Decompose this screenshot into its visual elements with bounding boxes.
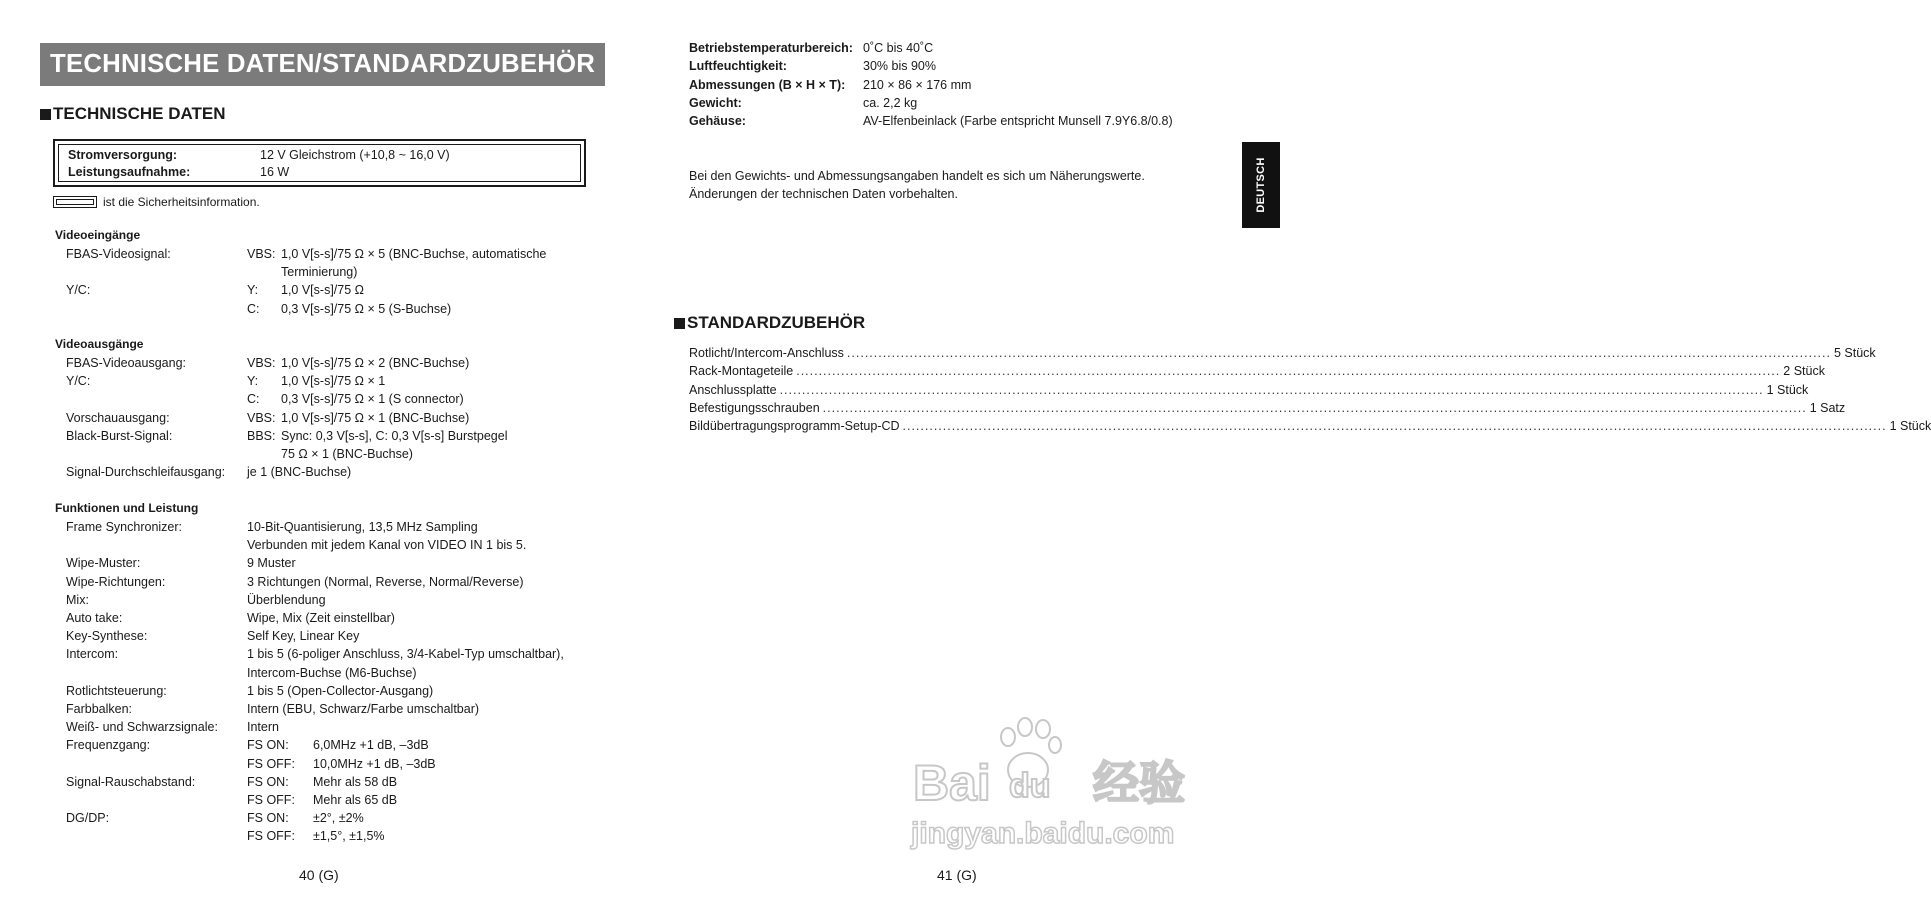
- note-line-1: Bei den Gewichts- und Abmessungsangaben handelt es sich um Näherungswerte.: [689, 169, 1145, 183]
- watermark-brand-2: du: [1009, 767, 1051, 805]
- accessory-label: Rack-Montageteile: [689, 364, 794, 379]
- safety-box-icon: [53, 196, 97, 208]
- dot-leader: ............................................................................................................................................................................................................................: [902, 419, 1887, 434]
- spec-label: Mix:: [66, 592, 89, 607]
- spec-value: 3 Richtungen (Normal, Reverse, Normal/Reverse): [247, 574, 524, 589]
- square-bullet-icon: [674, 318, 685, 329]
- spec-value: 0,3 V[s-s]/75 Ω × 1 (S connector): [281, 392, 464, 407]
- spec-label: Luftfeuchtigkeit:: [689, 59, 787, 74]
- spec-value: 1,0 V[s-s]/75 Ω × 2 (BNC-Buchse): [281, 356, 470, 370]
- spec-value: je 1 (BNC-Buchse): [247, 465, 352, 480]
- spec-label: Wipe-Muster:: [66, 556, 141, 571]
- watermark-cn: 经验: [1093, 756, 1185, 810]
- spec-value: Sync: 0,3 V[s-s], C: 0,3 V[s-s] Burstpegel: [281, 428, 508, 443]
- spec-value: Intercom-Buchse (M6-Buchse): [247, 665, 417, 680]
- spec-value: Intern (EBU, Schwarz/Farbe umschaltbar): [247, 702, 480, 716]
- spec-prefix: FS ON:: [247, 738, 289, 753]
- spec-prefix: FS OFF:: [247, 793, 295, 807]
- safety-note: ist die Sicherheitsinformation.: [103, 195, 260, 209]
- accessory-qty: 1 Satz: [1809, 400, 1846, 415]
- square-bullet-icon: [40, 109, 51, 120]
- spec-value: 6,0MHz +1 dB, –3dB: [313, 738, 429, 753]
- spec-value: 75 Ω × 1 (BNC-Buchse): [281, 447, 413, 461]
- spec-label: Auto take:: [66, 611, 123, 625]
- accessory-label: Anschlussplatte: [689, 382, 777, 397]
- spec-value: Self Key, Linear Key: [247, 629, 360, 644]
- spec-prefix: C:: [247, 392, 260, 407]
- spec-value: 30% bis 90%: [863, 59, 936, 74]
- spec-value: Wipe, Mix (Zeit einstellbar): [247, 611, 395, 625]
- spec-prefix: VBS:: [247, 356, 276, 370]
- spec-label: Vorschauausgang:: [66, 410, 170, 425]
- dot-leader: ............................................................................................................................................................................................................................: [822, 400, 1807, 415]
- accessory-row: [689, 399, 1846, 417]
- spec-label: Abmessungen (B × H × T):: [689, 77, 846, 92]
- page-number-right: 41 (G): [937, 867, 977, 883]
- spec-prefix: VBS:: [247, 410, 276, 425]
- spec-value: 1,0 V[s-s]/75 Ω × 5 (BNC-Buchse, automatische: [281, 247, 547, 261]
- spec-label: Signal-Durchschleifausgang:: [66, 465, 226, 480]
- spec-prefix: VBS:: [247, 247, 276, 261]
- spec-label: Gewicht:: [689, 95, 742, 110]
- accessory-label: Bildübertragungsprogramm-Setup-CD: [689, 419, 900, 434]
- note-line-2: Änderungen der technischen Daten vorbehalten.: [689, 187, 958, 201]
- spec-prefix: C:: [247, 301, 260, 316]
- watermark-brand: Bai: [913, 755, 991, 811]
- power-consumption-label: Leistungsaufnahme:: [68, 165, 191, 179]
- spec-value: 210 × 86 × 176 mm: [863, 77, 972, 92]
- group-heading-video-out: Videoausgänge: [55, 337, 144, 351]
- spec-prefix: BBS:: [247, 428, 276, 443]
- page-banner: TECHNISCHE DATEN/STANDARDZUBEHÖR: [40, 43, 605, 86]
- spec-label: FBAS-Videosignal:: [66, 247, 171, 261]
- spec-value: Mehr als 58 dB: [313, 774, 398, 789]
- accessory-label: Befestigungsschrauben: [689, 400, 820, 415]
- spec-value: 10-Bit-Quantisierung, 13,5 MHz Sampling: [247, 520, 478, 534]
- power-consumption-value: 16 W: [260, 165, 290, 179]
- spec-label: Y/C:: [66, 283, 91, 298]
- spec-value: Mehr als 65 dB: [313, 793, 398, 807]
- spec-label: Betriebstemperaturbereich:: [689, 41, 853, 55]
- spec-value: 1 bis 5 (6-poliger Anschluss, 3/4-Kabel-Typ umschaltbar),: [247, 647, 564, 662]
- spec-prefix: FS ON:: [247, 811, 289, 826]
- spec-label: Frame Synchronizer:: [66, 520, 183, 534]
- spec-label: Signal-Rauschabstand:: [66, 774, 196, 789]
- power-label: Stromversorgung:: [68, 148, 178, 162]
- accessory-qty: 1 Stück: [1766, 382, 1809, 397]
- spec-prefix: FS ON:: [247, 774, 289, 789]
- accessory-row: [689, 362, 1825, 380]
- spec-label: Weiß- und Schwarzsignale:: [66, 720, 218, 735]
- accessory-row: [689, 344, 1876, 362]
- accessory-row: [689, 417, 1931, 435]
- spec-value: 10,0MHz +1 dB, –3dB: [313, 756, 436, 771]
- spec-value: ±2°, ±2%: [313, 811, 364, 826]
- spec-value: 1,0 V[s-s]/75 Ω × 1 (BNC-Buchse): [281, 410, 470, 425]
- spec-label: FBAS-Videoausgang:: [66, 356, 186, 370]
- spec-value: Intern: [247, 720, 279, 735]
- accessory-qty: 2 Stück: [1783, 364, 1825, 379]
- section-heading-technical-data: [40, 104, 226, 124]
- spec-value: 0,3 V[s-s]/75 Ω × 5 (S-Buchse): [281, 301, 452, 316]
- spec-label: Intercom:: [66, 647, 119, 662]
- section-heading-text: STANDARDZUBEHÖR: [687, 313, 866, 332]
- dot-leader: ............................................................................................................................................................................................................................: [796, 364, 1781, 379]
- spec-label: Key-Synthese:: [66, 629, 148, 644]
- spec-value: 0˚C bis 40˚C: [863, 41, 934, 55]
- watermark-url: jingyan.baidu.com: [911, 817, 1175, 850]
- spec-label: Rotlichtsteuerung:: [66, 683, 167, 698]
- spec-label: Farbbalken:: [66, 702, 133, 716]
- spec-label: Y/C:: [66, 374, 91, 389]
- dot-leader: ............................................................................................................................................................................................................................: [779, 382, 1764, 397]
- spec-prefix: FS OFF:: [247, 756, 295, 771]
- group-heading-functions: Funktionen und Leistung: [55, 501, 199, 515]
- language-tab-label: DEUTSCH: [1255, 157, 1267, 213]
- spec-label: Wipe-Richtungen:: [66, 574, 166, 589]
- spec-value: Terminierung): [281, 265, 358, 280]
- spec-value: 1,0 V[s-s]/75 Ω × 1: [281, 374, 386, 389]
- group-heading-video-in: Videoeingänge: [55, 228, 141, 242]
- spec-value: ca. 2,2 kg: [863, 95, 918, 110]
- spec-label: Gehäuse:: [689, 114, 746, 129]
- section-heading-text: TECHNISCHE DATEN: [53, 104, 226, 123]
- accessory-qty: 5 Stück: [1833, 346, 1876, 360]
- spec-prefix: FS OFF:: [247, 829, 295, 844]
- dot-leader: ............................................................................................................................................................................................................................: [846, 346, 1831, 360]
- accessory-label: Rotlicht/Intercom-Anschluss: [689, 346, 844, 360]
- page-number-left: 40 (G): [299, 867, 339, 883]
- spec-value: 1 bis 5 (Open-Collector-Ausgang): [247, 683, 434, 698]
- spec-value: 9 Muster: [247, 556, 296, 571]
- spec-value: Überblendung: [247, 592, 326, 607]
- baidu-watermark: [905, 715, 1205, 855]
- spec-prefix: Y:: [247, 283, 259, 298]
- accessory-row: [689, 381, 1809, 399]
- spec-value: AV-Elfenbeinlack (Farbe entspricht Munsell 7.9Y6.8/0.8): [863, 114, 1173, 129]
- language-tab: [1242, 142, 1280, 228]
- spec-label: DG/DP:: [66, 811, 110, 826]
- section-heading-accessories: [674, 313, 865, 333]
- spec-label: Frequenzgang:: [66, 738, 151, 753]
- accessory-qty: 1 Stück: [1889, 419, 1931, 434]
- spec-value: ±1,5°, ±1,5%: [313, 829, 385, 844]
- power-value: 12 V Gleichstrom (+10,8 ~ 16,0 V): [260, 148, 450, 162]
- spec-prefix: Y:: [247, 374, 259, 389]
- spec-value: 1,0 V[s-s]/75 Ω: [281, 283, 364, 298]
- spec-value: Verbunden mit jedem Kanal von VIDEO IN 1 bis 5.: [247, 538, 527, 553]
- spec-label: Black-Burst-Signal:: [66, 428, 173, 443]
